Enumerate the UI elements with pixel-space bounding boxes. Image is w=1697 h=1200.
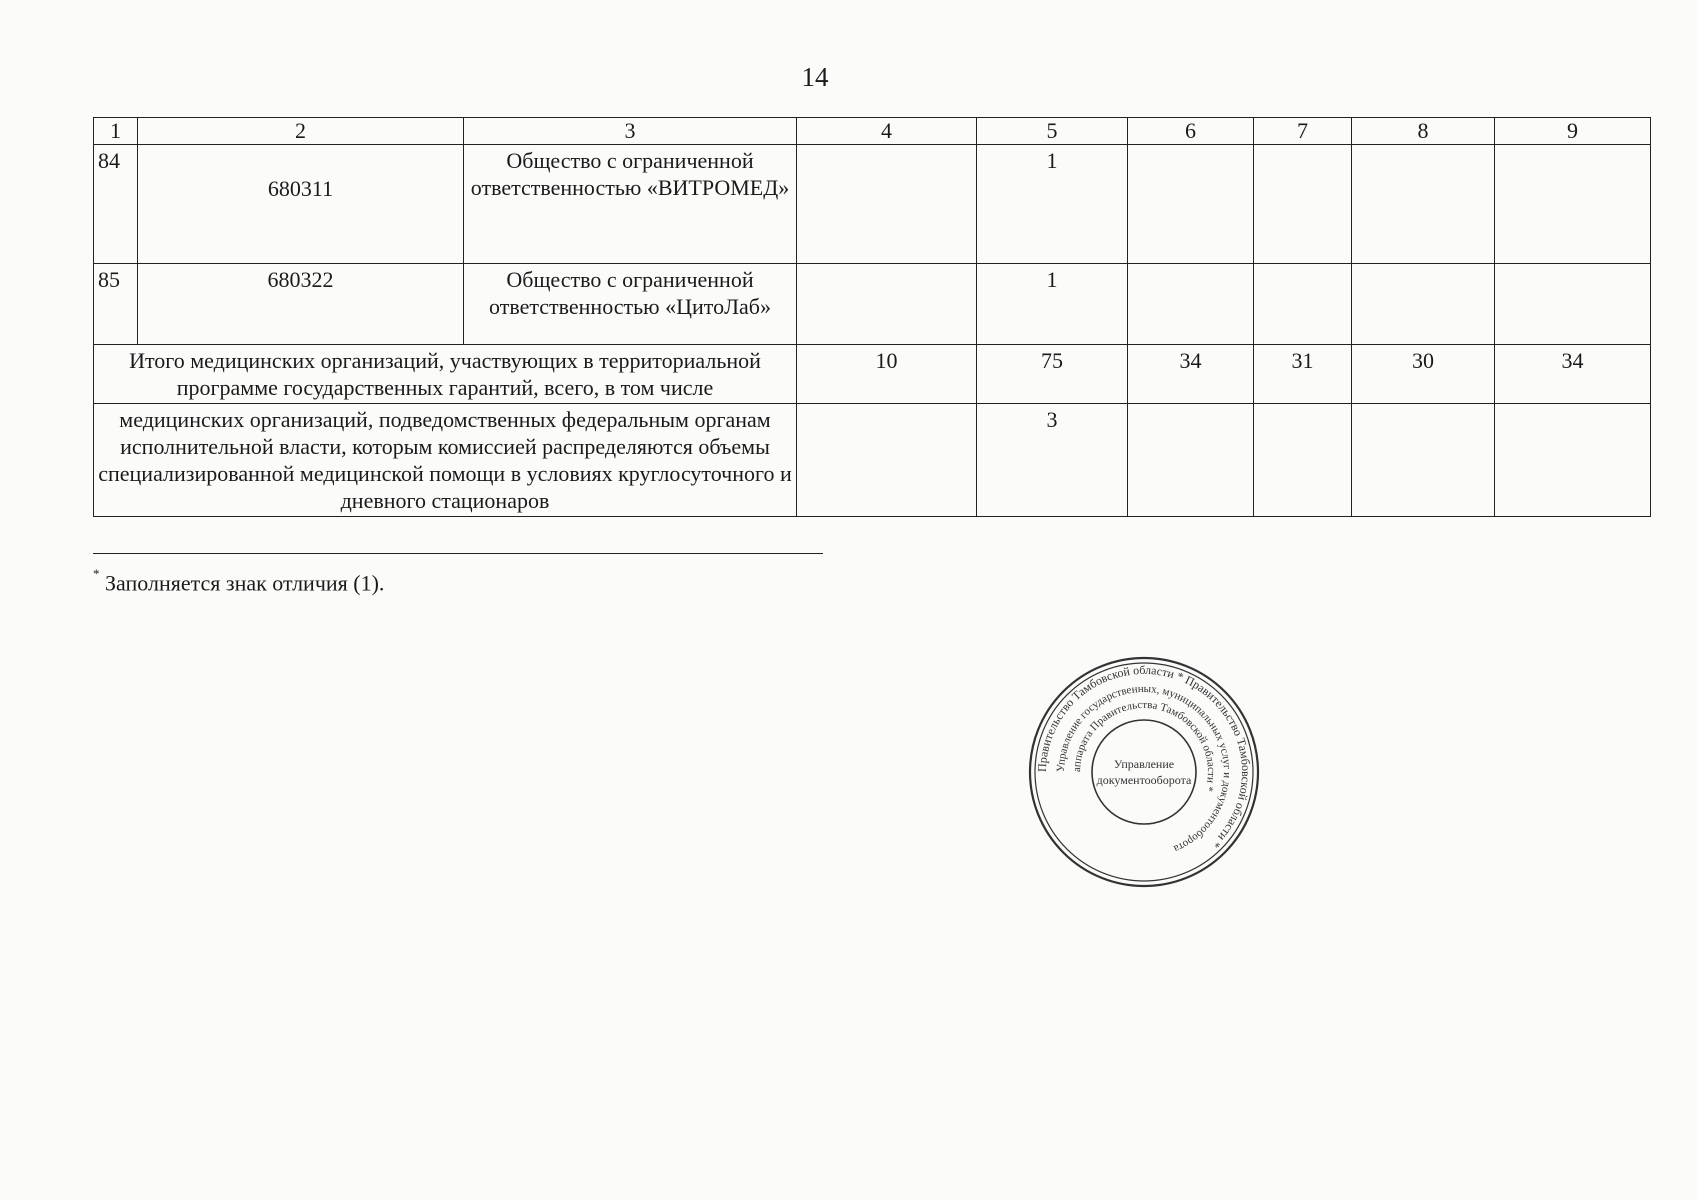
row-number: 85	[94, 264, 138, 345]
stamp-inner-text: аппарата Правительства Тамбовской области *	[1070, 698, 1218, 793]
total-label: Итого медицинских организаций, участвующих в территориальной программе государственных гарантий, всего, в том числе	[94, 345, 797, 404]
col5-value: 1	[977, 264, 1128, 345]
col9-value	[1495, 145, 1651, 264]
total-col7: 31	[1254, 345, 1352, 404]
total-row	[94, 345, 1651, 404]
col9-value	[1495, 264, 1651, 345]
col8-value	[1352, 264, 1495, 345]
header-cell: 8	[1352, 118, 1495, 145]
col7-value	[1254, 264, 1352, 345]
stamp-center-line2: документооборота	[1096, 773, 1192, 787]
col5-value: 1	[977, 145, 1128, 264]
org-name: Общество с ограниченной ответственностью «ВИТРОМЕД»	[464, 145, 797, 264]
stamp-center-line1: Управление	[1113, 757, 1175, 771]
col6-value	[1128, 264, 1254, 345]
col4-value	[797, 145, 977, 264]
federal-col8	[1352, 404, 1495, 517]
col6-value	[1128, 145, 1254, 264]
col8-value	[1352, 145, 1495, 264]
table-row	[94, 264, 1651, 345]
row-number: 84	[94, 145, 138, 264]
org-code: 680311	[138, 145, 464, 264]
header-cell: 6	[1128, 118, 1254, 145]
footnote-marker: *	[93, 566, 100, 581]
federal-col7	[1254, 404, 1352, 517]
stamp-outer-text: Правительство Тамбовской области * Правительство Тамбовской области *	[1034, 662, 1254, 852]
organizations-table	[93, 117, 1651, 517]
footnote	[93, 566, 385, 596]
header-cell: 4	[797, 118, 977, 145]
footnote-divider	[93, 553, 823, 554]
header-cell: 2	[138, 118, 464, 145]
header-cell: 3	[464, 118, 797, 145]
total-col6: 34	[1128, 345, 1254, 404]
table-row	[94, 145, 1651, 264]
header-cell: 5	[977, 118, 1128, 145]
total-col5: 75	[977, 345, 1128, 404]
col7-value	[1254, 145, 1352, 264]
header-cell: 9	[1495, 118, 1651, 145]
federal-col9	[1495, 404, 1651, 517]
federal-col6	[1128, 404, 1254, 517]
federal-col4	[797, 404, 977, 517]
page-number: 14	[801, 62, 829, 92]
org-code: 680322	[138, 264, 464, 345]
federal-col5: 3	[977, 404, 1128, 517]
stamp-middle-text: Управление государственных, муниципальных услуг и документооборота	[1054, 682, 1234, 855]
total-col8: 30	[1352, 345, 1495, 404]
table-header-row	[94, 118, 1651, 145]
header-cell: 7	[1254, 118, 1352, 145]
federal-row	[94, 404, 1651, 517]
federal-label: медицинских организаций, подведомственных федеральным органам исполнительной власти, которым комиссией распределяются объемы специализированной медицинской помощи в условиях круглосуточного и дневного стационаров	[94, 404, 797, 517]
col4-value	[797, 264, 977, 345]
official-stamp	[1026, 654, 1262, 890]
footnote-text: Заполняется знак отличия (1).	[105, 570, 385, 596]
total-col4: 10	[797, 345, 977, 404]
header-cell: 1	[94, 118, 138, 145]
total-col9: 34	[1495, 345, 1651, 404]
org-name: Общество с ограниченной ответственностью «ЦитоЛаб»	[464, 264, 797, 345]
